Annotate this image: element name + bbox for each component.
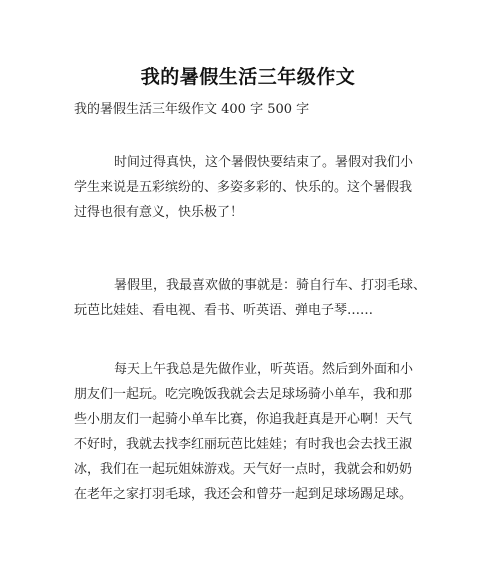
paragraph-line: 在老年之家打羽毛球，我还会和曾芬一起到足球场踢足球。 [74,487,413,502]
article-title: 我的暑假生活三年级作文 [140,66,356,88]
paragraph-2 [74,273,434,323]
paragraph-3 [74,357,434,507]
paragraph-line: 冰，我们在一起玩姐妹游戏。天气好一点时，我就会和奶奶 [74,462,413,477]
paragraph-line: 每天上午我总是先做作业，听英语。然后到外面和小 [114,362,414,377]
paragraph-line: 时间过得真快，这个暑假快要结束了。暑假对我们小 [114,155,414,170]
paragraph-line: 玩芭比娃娃、看电视、看书、听英语、弹电子琴…… [74,303,374,318]
paragraph-1 [74,150,434,225]
paragraph-line: 暑假里，我最喜欢做的事就是：骑自行车、打羽毛球、 [114,278,427,293]
paragraph-line: 学生来说是五彩缤纷的、多姿多彩的、快乐的。这个暑假我 [74,180,413,195]
paragraph-line: 些小朋友们一起骑小单车比赛，你追我赶真是开心啊！天气 [74,412,413,427]
paragraph-line: 朋友们一起玩。吃完晚饭我就会去足球场骑小单车，我和那 [74,387,413,402]
article-subtitle: 我的暑假生活三年级作文 400 字 500 字 [74,102,310,117]
paragraph-line: 过得也很有意义，快乐极了！ [74,205,244,220]
paragraph-line: 不好时，我就去找李红丽玩芭比娃娃；有时我也会去找王淑 [74,437,413,452]
